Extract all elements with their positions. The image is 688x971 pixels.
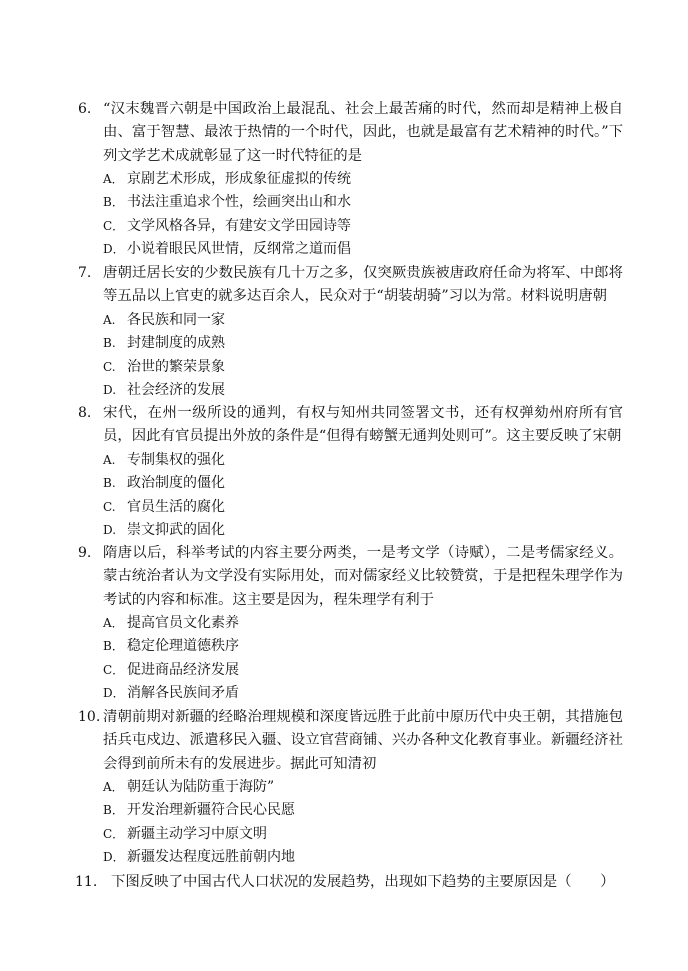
option-a bbox=[103, 449, 623, 472]
option-c bbox=[103, 356, 623, 379]
option-list bbox=[103, 612, 623, 705]
option-list bbox=[103, 168, 623, 261]
option-b bbox=[103, 472, 623, 495]
option-text: 稳定伦理道德秩序 bbox=[127, 638, 239, 655]
option-letter: D． bbox=[103, 241, 125, 256]
option-c bbox=[103, 823, 623, 846]
option-letter: B． bbox=[103, 195, 124, 210]
question-number: 9. bbox=[78, 545, 92, 561]
option-c bbox=[103, 659, 623, 682]
option-c bbox=[103, 496, 623, 519]
option-letter: C. bbox=[103, 359, 116, 374]
option-d bbox=[103, 238, 623, 261]
option-list bbox=[103, 309, 623, 402]
option-letter: A． bbox=[103, 780, 124, 794]
option-text: 专制集权的强化 bbox=[127, 452, 225, 468]
option-letter: C． bbox=[103, 662, 125, 677]
option-letter: A. bbox=[103, 313, 116, 327]
option-letter: A． bbox=[103, 616, 124, 630]
option-c bbox=[103, 215, 623, 238]
option-text: 小说着眼民风世情，反纲常之道而倡 bbox=[127, 240, 351, 257]
option-a bbox=[103, 612, 623, 635]
option-letter: C. bbox=[103, 499, 116, 514]
option-text: 官员生活的腐化 bbox=[127, 498, 225, 515]
option-text: 文学风格各异，有建安文学田园诗等 bbox=[127, 217, 351, 234]
option-a bbox=[103, 309, 623, 332]
question-number: 7. bbox=[78, 265, 92, 281]
option-letter: A． bbox=[103, 172, 124, 186]
option-text: 封建制度的成熟 bbox=[127, 335, 225, 352]
option-text: 新疆发达程度远胜前朝内地 bbox=[127, 848, 295, 865]
option-letter: B． bbox=[103, 803, 124, 818]
option-letter: C． bbox=[103, 826, 125, 841]
option-d bbox=[103, 682, 623, 705]
option-text: 京剧艺术形成，形成象征虚拟的传统 bbox=[127, 171, 351, 187]
option-letter: D. bbox=[103, 382, 117, 397]
option-letter: D． bbox=[103, 685, 125, 700]
option-letter: D． bbox=[103, 849, 125, 864]
question-stem: 下图反映了中国古代人口状况的发展趋势，出现如下趋势的主要原因是（ ） bbox=[111, 874, 615, 890]
option-a bbox=[103, 168, 623, 191]
option-letter: D. bbox=[103, 522, 117, 537]
option-a bbox=[103, 776, 623, 799]
option-text: 开发治理新疆符合民心民愿 bbox=[127, 802, 295, 819]
question-number: 6. bbox=[78, 101, 92, 117]
option-text: 各民族和同一家 bbox=[127, 312, 225, 328]
question-stem: 隋唐以后，科举考试的内容主要分两类，一是考文学（诗赋），二是考儒家经义。蒙古统治者认为文学没有实际用处，而对儒家经义比较赞赏，于是把程朱理学作为考试的内容和标准。这主要是因为，程朱理学有利于 bbox=[103, 545, 623, 608]
option-b bbox=[103, 635, 623, 658]
option-text: 崇文抑武的固化 bbox=[127, 521, 225, 538]
question-stem: 宋代，在州一级所设的通判，有权与知州共同签署文书，还有权弹劾州府所有官员，因此有官员提出外放的条件是“但得有螃蟹无通判处则可”。这主要反映了宋朝 bbox=[103, 405, 623, 445]
option-d bbox=[103, 519, 623, 542]
option-text: 社会经济的发展 bbox=[127, 381, 225, 398]
option-text: 消解各民族间矛盾 bbox=[127, 684, 239, 701]
question-stem: “汉末魏晋六朝是中国政治上最混乱、社会上最苦痛的时代，然而却是精神上极自由、富于智慧、最浓于热情的一个时代，因此，也就是最富有艺术精神的时代。”下列文学艺术成就彰显了这一时代特征的是 bbox=[103, 101, 623, 164]
option-letter: C． bbox=[103, 218, 125, 233]
option-b bbox=[103, 799, 623, 822]
option-list bbox=[103, 776, 623, 869]
option-d bbox=[103, 379, 623, 402]
question-stem: 唐朝迁居长安的少数民族有几十万之多，仅突厥贵族被唐政府任命为将军、中郎将等五品以上官吏的就多达百余人，民众对于“胡装胡骑”习以为常。材料说明唐朝 bbox=[103, 265, 623, 305]
option-b bbox=[103, 332, 623, 355]
option-letter: B. bbox=[103, 336, 116, 351]
question-number: 11. bbox=[75, 874, 98, 890]
question-number: 8. bbox=[78, 405, 92, 421]
option-text: 朝廷认为陆防重于海防” bbox=[127, 779, 275, 795]
option-b bbox=[103, 191, 623, 214]
option-text: 促进商品经济发展 bbox=[127, 661, 239, 678]
question-number: 10. bbox=[78, 709, 101, 725]
option-letter: B. bbox=[103, 476, 116, 491]
option-text: 提高官员文化素养 bbox=[127, 615, 239, 631]
option-text: 政治制度的僵化 bbox=[127, 475, 225, 492]
option-text: 书法注重追求个性，绘画突出山和水 bbox=[127, 194, 351, 211]
option-text: 新疆主动学习中原文明 bbox=[127, 825, 267, 842]
option-d bbox=[103, 846, 623, 869]
option-letter: A. bbox=[103, 453, 116, 467]
question-stem: 清朝前期对新疆的经略治理规模和深度皆远胜于此前中原历代中央王朝，其措施包括兵屯戍边、派遣移民入疆、设立官营商铺、兴办各种文化教育事业。新疆经济社会得到前所未有的发展进步。据此可知清初 bbox=[103, 709, 623, 772]
option-list bbox=[103, 449, 623, 542]
option-letter: B． bbox=[103, 639, 124, 654]
option-text: 治世的繁荣景象 bbox=[127, 358, 225, 375]
